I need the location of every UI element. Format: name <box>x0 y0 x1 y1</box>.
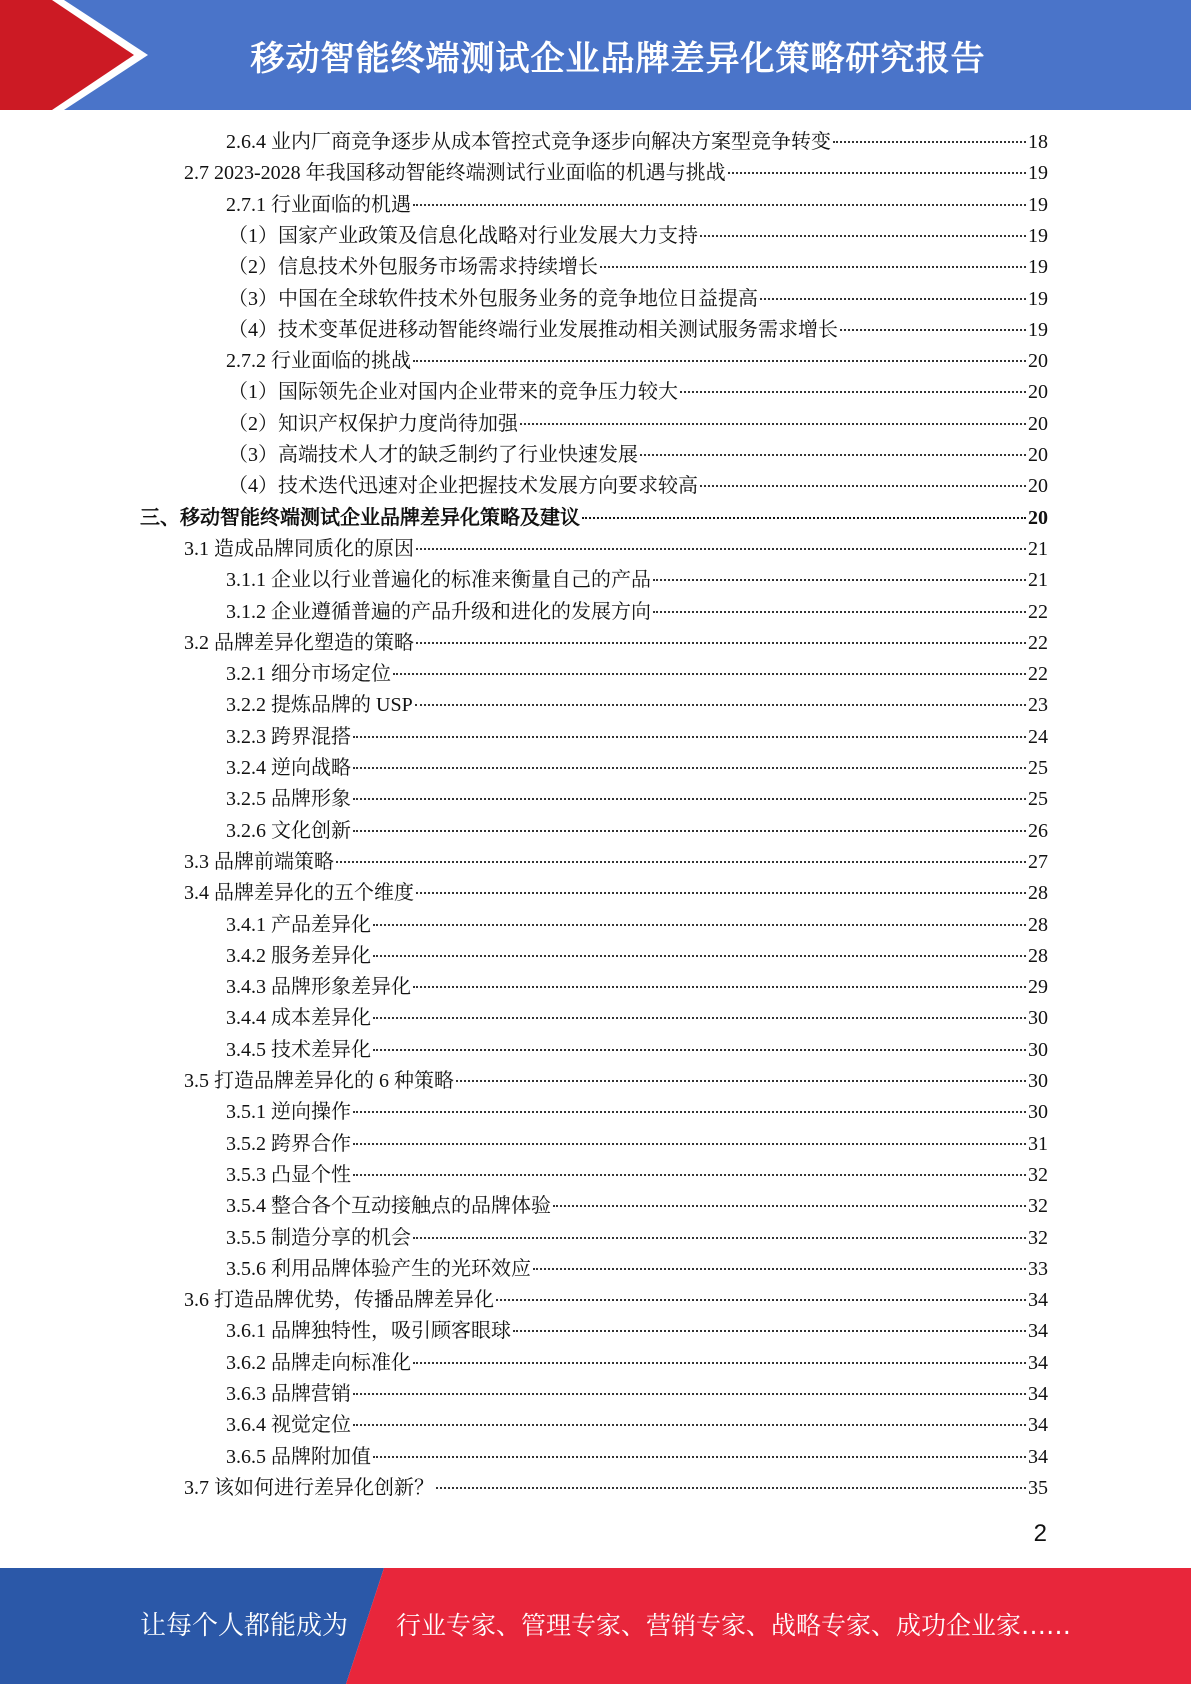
toc-leader-dots <box>416 548 1026 550</box>
toc-entry-label: 3.1 造成品牌同质化的原因 <box>184 537 414 560</box>
toc-entry[interactable] <box>226 784 1048 815</box>
toc-leader-dots <box>373 1017 1026 1019</box>
toc-entry-label: （3）高端技术人才的缺乏制约了行业快速发展 <box>228 444 638 466</box>
toc-entry[interactable] <box>226 565 1048 596</box>
toc-entry-page: 20 <box>1028 475 1048 498</box>
toc-entry[interactable] <box>226 972 1048 1003</box>
toc-entry-page: 30 <box>1028 1070 1048 1092</box>
toc-entry-label: 3.4.5 技术差异化 <box>226 1038 371 1061</box>
toc-entry-page: 28 <box>1028 882 1048 905</box>
toc-entry[interactable] <box>184 847 1048 878</box>
toc-entry[interactable] <box>226 1003 1048 1034</box>
toc-entry-page: 20 <box>1028 444 1048 466</box>
toc-entry[interactable] <box>226 1316 1048 1347</box>
toc-entry-page: 22 <box>1028 663 1048 686</box>
toc-leader-dots <box>353 736 1026 738</box>
toc-entry-label: （1）国际领先企业对国内企业带来的竞争压力较大 <box>228 381 678 404</box>
toc-entry-label: 3.5.4 整合各个互动接触点的品牌体验 <box>226 1195 551 1218</box>
toc-entry-label: （3）中国在全球软件技术外包服务业务的竞争地位日益提高 <box>228 287 758 310</box>
toc-leader-dots <box>513 1330 1026 1332</box>
toc-entry-label: 三、移动智能终端测试企业品牌差异化策略及建议 <box>140 506 580 529</box>
toc-entry[interactable] <box>184 158 1048 189</box>
toc-entry[interactable] <box>184 1066 1048 1097</box>
toc-leader-dots <box>353 1143 1026 1145</box>
toc-leader-dots <box>700 235 1026 237</box>
toc-entry-page: 19 <box>1028 162 1048 185</box>
toc-entry-page: 34 <box>1028 1414 1048 1437</box>
toc-entry-label: （4）技术迭代迅速对企业把握技术发展方向要求较高 <box>228 475 698 498</box>
toc-entry-page: 30 <box>1028 1101 1048 1124</box>
toc-entry-page: 20 <box>1028 412 1048 435</box>
toc-entry-page: 34 <box>1028 1445 1048 1468</box>
toc-entry-label: 3.5.2 跨界合作 <box>226 1132 351 1155</box>
toc-leader-dots <box>353 1111 1026 1113</box>
toc-entry-label: 3.4.2 服务差异化 <box>226 944 371 967</box>
toc-entry-page: 21 <box>1028 537 1048 560</box>
toc-entry[interactable] <box>226 1410 1048 1441</box>
toc-entry-label: 3.5.5 制造分享的机会 <box>226 1226 411 1249</box>
toc-leader-dots <box>353 830 1026 832</box>
toc-entry-label: 2.7 2023-2028 年我国移动智能终端测试行业面临的机遇与挑战 <box>184 162 726 185</box>
toc-entry-page: 22 <box>1028 631 1048 654</box>
toc-entry[interactable] <box>184 878 1048 909</box>
toc-entry-label: 3.5.3 凸显个性 <box>226 1163 351 1186</box>
toc-leader-dots <box>413 204 1026 206</box>
toc-entry[interactable] <box>228 409 1048 440</box>
toc-entry[interactable] <box>226 690 1048 721</box>
toc-entry-page: 34 <box>1028 1383 1048 1405</box>
toc-entry-label: 2.7.2 行业面临的挑战 <box>226 350 411 373</box>
toc-entry[interactable] <box>226 1442 1048 1473</box>
toc-entry[interactable] <box>226 1097 1048 1128</box>
toc-leader-dots <box>373 924 1026 926</box>
toc-entry-page: 25 <box>1028 757 1048 779</box>
toc-entry-label: （2）知识产权保护力度尚待加强 <box>228 412 518 435</box>
toc-entry-page: 31 <box>1028 1132 1048 1155</box>
toc-entry-page: 27 <box>1028 850 1048 873</box>
toc-entry-page: 22 <box>1028 600 1048 623</box>
toc-entry[interactable] <box>226 1191 1048 1222</box>
toc-entry-page: 19 <box>1028 224 1048 247</box>
toc-leader-dots <box>496 1299 1026 1301</box>
toc-entry-page: 29 <box>1028 976 1048 999</box>
toc-entry[interactable] <box>226 1254 1048 1285</box>
toc-leader-dots <box>456 1080 1026 1082</box>
toc-leader-dots <box>413 1362 1026 1364</box>
page-footer <box>0 1568 1191 1684</box>
toc-entry[interactable] <box>228 221 1048 252</box>
toc-entry-page: 19 <box>1028 256 1048 279</box>
toc-entry-page: 26 <box>1028 819 1048 842</box>
toc-entry-page: 19 <box>1028 193 1048 216</box>
toc-entry-label: 3.1.1 企业以行业普遍化的标准来衡量自己的产品 <box>226 569 651 592</box>
toc-leader-dots <box>728 172 1026 174</box>
toc-leader-dots <box>413 1237 1026 1239</box>
toc-entry-page: 34 <box>1028 1351 1048 1374</box>
toc-entry[interactable] <box>226 753 1048 784</box>
toc-entry-label: 3.4.4 成本差异化 <box>226 1007 371 1030</box>
toc-entry-label: 3.4.1 产品差异化 <box>226 913 371 936</box>
page-header <box>0 0 1191 110</box>
toc-entry[interactable] <box>226 1223 1048 1254</box>
toc-entry-page: 34 <box>1028 1320 1048 1343</box>
toc-leader-dots <box>373 1049 1026 1051</box>
toc-entry-label: 3.2.1 细分市场定位 <box>226 663 391 686</box>
toc-entry-label: （4）技术变革促进移动智能终端行业发展推动相关测试服务需求增长 <box>228 318 838 341</box>
toc-leader-dots <box>582 517 1026 519</box>
toc-leader-dots <box>680 391 1026 393</box>
toc-leader-dots <box>393 673 1026 675</box>
toc-leader-dots <box>353 798 1026 800</box>
toc-leader-dots <box>373 1456 1026 1458</box>
toc-entry[interactable] <box>228 471 1048 502</box>
toc-entry[interactable] <box>226 941 1048 972</box>
footer-slogan-left: 让每个人都能成为 <box>140 1611 349 1641</box>
toc-entry-label: （2）信息技术外包服务市场需求持续增长 <box>228 256 598 279</box>
toc-entry-page: 34 <box>1028 1289 1048 1312</box>
toc-entry[interactable] <box>184 534 1048 565</box>
toc-entry-page: 21 <box>1028 569 1048 592</box>
toc-entry-page: 30 <box>1028 1038 1048 1061</box>
toc-entry-label: 3.6.4 视觉定位 <box>226 1414 351 1437</box>
toc-entry-page: 18 <box>1028 131 1048 153</box>
toc-entry[interactable] <box>226 346 1048 377</box>
toc-entry[interactable] <box>226 816 1048 847</box>
toc-entry-label: 3.6.5 品牌附加值 <box>226 1445 371 1468</box>
toc-leader-dots <box>353 1393 1026 1395</box>
toc-entry[interactable] <box>226 597 1048 628</box>
footer-slogan-right: 行业专家、管理专家、营销专家、战略专家、成功企业家…… <box>396 1611 1072 1640</box>
toc-entry-label: 3.6.1 品牌独特性，吸引顾客眼球 <box>226 1320 511 1343</box>
toc-entry[interactable] <box>226 659 1048 690</box>
toc-entry-page: 35 <box>1028 1476 1048 1499</box>
toc-leader-dots <box>840 329 1026 331</box>
toc-leader-dots <box>653 611 1026 613</box>
toc-entry-page: 24 <box>1028 725 1048 748</box>
toc-entry[interactable] <box>184 1285 1048 1316</box>
toc-leader-dots <box>353 1174 1026 1176</box>
toc-leader-dots <box>533 1268 1026 1270</box>
toc-entry-page: 20 <box>1028 506 1048 529</box>
toc-leader-dots <box>413 360 1026 362</box>
toc-leader-dots <box>416 892 1026 894</box>
toc-entry-label: 3.6 打造品牌优势，传播品牌差异化 <box>184 1289 494 1312</box>
toc-entry-page: 28 <box>1028 944 1048 967</box>
toc-entry-label: 3.2.2 提炼品牌的 USP <box>226 694 413 717</box>
toc-entry-label: 3.2.5 品牌形象 <box>226 788 351 811</box>
toc-entry-label: 3.5.6 利用品牌体验产生的光环效应 <box>226 1257 531 1280</box>
toc-leader-dots <box>700 485 1026 487</box>
toc-leader-dots <box>373 955 1026 957</box>
toc-leader-dots <box>520 423 1026 425</box>
toc-entry-label: 3.6.2 品牌走向标准化 <box>226 1351 411 1374</box>
toc-entry-page: 20 <box>1028 350 1048 373</box>
toc-leader-dots <box>415 704 1026 706</box>
toc-entry[interactable] <box>228 377 1048 408</box>
toc-entry-page: 28 <box>1028 913 1048 936</box>
toc-entry-page: 19 <box>1028 318 1048 341</box>
toc-entry[interactable] <box>226 1379 1048 1410</box>
toc-entry-label: 3.2.6 文化创新 <box>226 819 351 842</box>
toc-entry[interactable] <box>184 628 1048 659</box>
toc-entry-label: 3.2.4 逆向战略 <box>226 757 351 779</box>
toc-entry[interactable] <box>228 440 1048 471</box>
toc-leader-dots <box>336 861 1026 863</box>
toc-entry-label: 3.2.3 跨界混搭 <box>226 725 351 748</box>
toc-entry-label: 3.6.3 品牌营销 <box>226 1383 351 1405</box>
toc-entry-page: 25 <box>1028 788 1048 811</box>
toc-entry-label: 3.7 该如何进行差异化创新？ <box>184 1476 434 1499</box>
toc-entry[interactable] <box>228 315 1048 346</box>
toc-entry-page: 32 <box>1028 1226 1048 1249</box>
toc-entry-label: 2.7.1 行业面临的机遇 <box>226 193 411 216</box>
toc-entry-page: 19 <box>1028 287 1048 310</box>
toc-entry[interactable] <box>226 722 1048 753</box>
toc-entry[interactable] <box>226 1348 1048 1379</box>
toc-entry[interactable] <box>226 127 1048 158</box>
toc-entry[interactable] <box>228 252 1048 283</box>
page-number: 2 <box>1033 1520 1047 1547</box>
toc-leader-dots <box>640 454 1026 456</box>
toc-entry[interactable] <box>226 1035 1048 1066</box>
toc-entry[interactable] <box>228 284 1048 315</box>
toc-leader-dots <box>436 1487 1026 1489</box>
toc-entry-label: （1）国家产业政策及信息化战略对行业发展大力支持 <box>228 224 698 247</box>
toc-entry-label: 3.3 品牌前端策略 <box>184 850 334 873</box>
toc-entry-label: 2.6.4 业内厂商竞争逐步从成本管控式竞争逐步向解决方案型竞争转变 <box>226 131 831 153</box>
toc-leader-dots <box>653 579 1026 581</box>
toc-leader-dots <box>416 642 1026 644</box>
toc-entry-page: 20 <box>1028 381 1048 404</box>
toc-entry[interactable] <box>226 910 1048 941</box>
toc-leader-dots <box>353 1424 1026 1426</box>
toc-entry-label: 3.2 品牌差异化塑造的策略 <box>184 631 414 654</box>
toc-leader-dots <box>760 298 1026 300</box>
toc-entry-page: 30 <box>1028 1007 1048 1030</box>
toc-entry[interactable] <box>140 503 1048 534</box>
toc-entry-label: 3.4 品牌差异化的五个维度 <box>184 882 414 905</box>
toc-entry-page: 32 <box>1028 1163 1048 1186</box>
report-title: 移动智能终端测试企业品牌差异化策略研究报告 <box>250 38 986 79</box>
toc-entry-label: 3.4.3 品牌形象差异化 <box>226 976 411 999</box>
toc-entry-label: 3.5.1 逆向操作 <box>226 1101 351 1124</box>
toc-entry[interactable] <box>184 1473 1048 1504</box>
toc-leader-dots <box>413 986 1026 988</box>
toc-leader-dots <box>553 1205 1026 1207</box>
toc-leader-dots <box>600 266 1026 268</box>
toc-leader-dots <box>353 767 1026 769</box>
toc-entry[interactable] <box>226 1160 1048 1191</box>
toc-entry-page: 23 <box>1028 694 1048 717</box>
toc-entry-page: 32 <box>1028 1195 1048 1218</box>
toc-leader-dots <box>833 141 1026 143</box>
toc-entry-label: 3.1.2 企业遵循普遍的产品升级和进化的发展方向 <box>226 600 651 623</box>
toc-entry-page: 33 <box>1028 1257 1048 1280</box>
toc-entry-label: 3.5 打造品牌差异化的 6 种策略 <box>184 1070 454 1092</box>
toc-entry[interactable] <box>226 190 1048 221</box>
toc-entry[interactable] <box>226 1129 1048 1160</box>
